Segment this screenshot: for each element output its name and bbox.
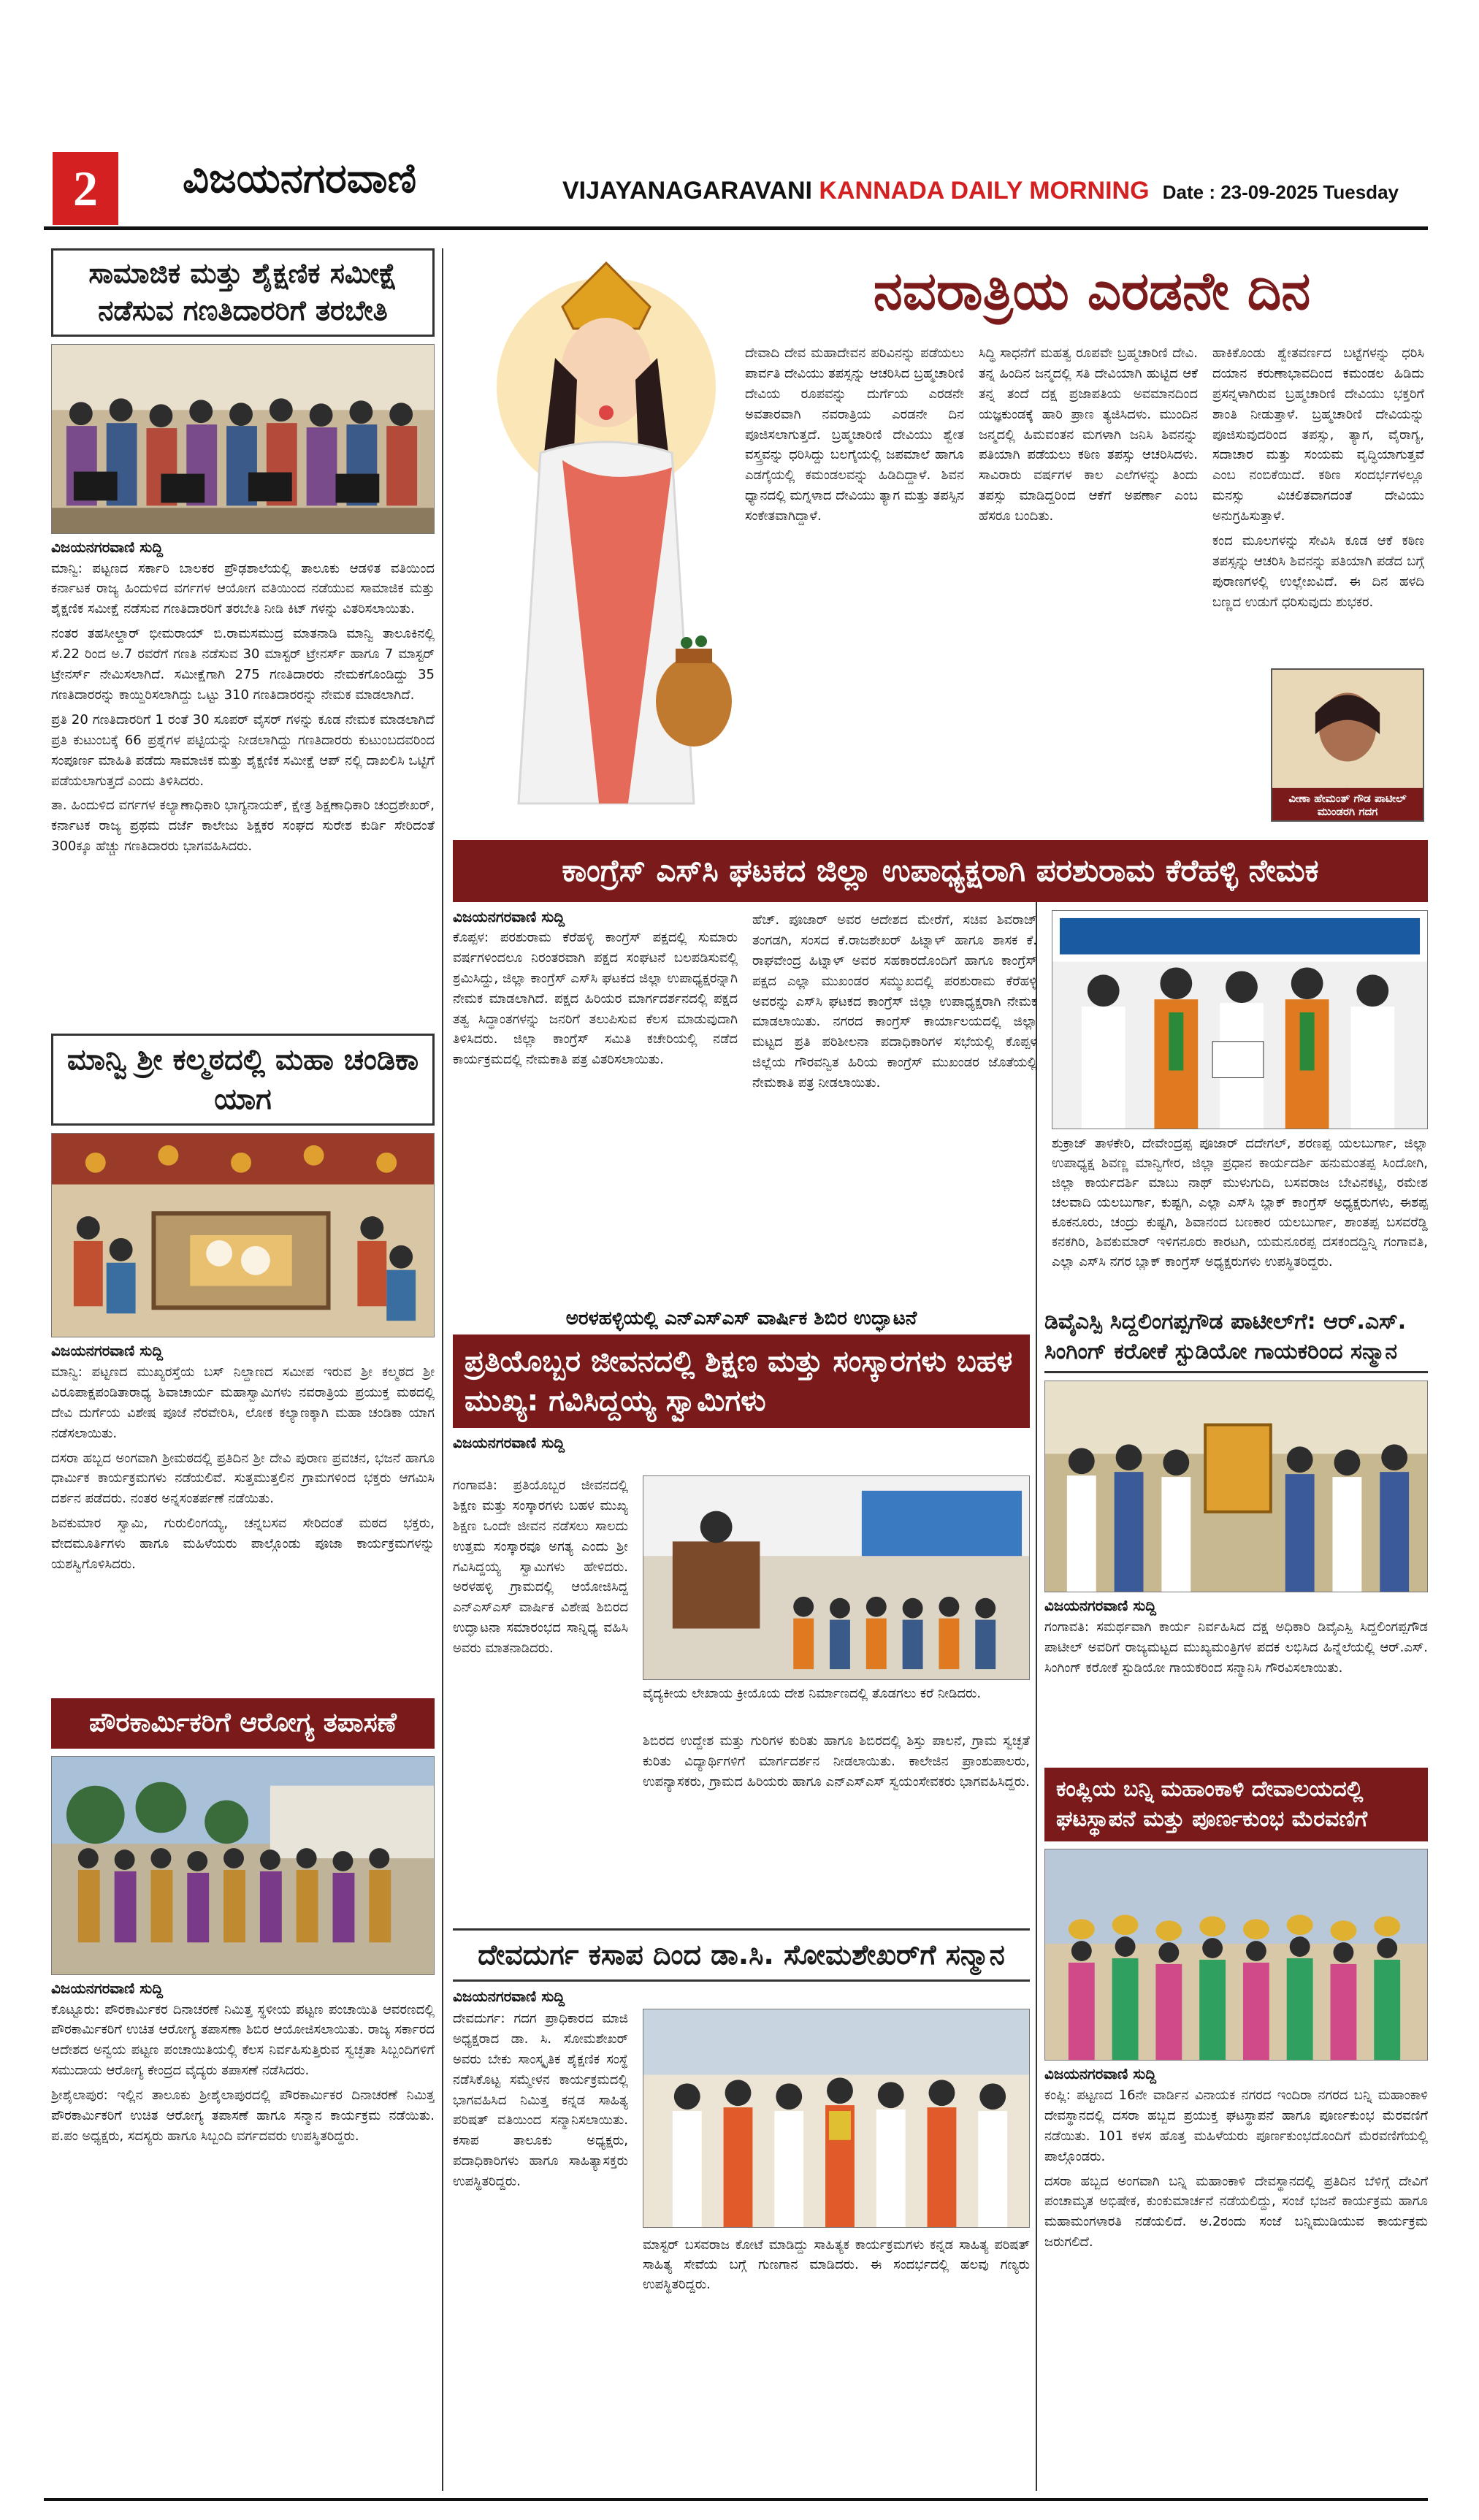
headline: ಪೌರಕಾರ್ಮಿಕರಿಗೆ ಆರೋಗ್ಯ ತಪಾಸಣೆ — [51, 1698, 435, 1749]
article-karaoke-felicitation — [1044, 1307, 1428, 1760]
article-body — [51, 2000, 435, 2147]
paragraph: ಮಾನ್ವಿ: ಪಟ್ಟಣದ ಮುಖ್ಯರಸ್ತೆಯ ಬಸ್ ನಿಲ್ದಾಣದ ಸಮೀಪ ಇರುವ ಶ್ರೀ ಕಲ್ಮಠದ ಶ್ರೀ ವಿರೂಪಾಕ್ಷಪಂಡಿತಾರಾಧ್ಯ ಶಿವಾಚಾರ್ಯ ಮಹಾಸ್ವಾಮಿಗಳು ನವರಾತ್ರಿಯ ಪ್ರಯುಕ್ತ ಮಠದಲ್ಲಿ ದೇವಿ ದುರ್ಗೆಯ ವಿಶೇಷ ಪೂಜೆ ನೆರವೇರಿಸಿ, ಲೋಕ ಕಲ್ಯಾಣಕ್ಕಾಗಿ ಮಹಾ ಚಂಡಿಕಾ ಯಾಗ ನಡೆಸಲಾಯಿತು. — [51, 1364, 435, 1441]
photo-appointment — [1052, 910, 1428, 1129]
paragraph: ಪ್ರತಿ 20 ಗಣತಿದಾರರಿಗೆ 1 ರಂತೆ 30 ಸೂಪರ್ ವೈಸರ್ ಗಳನ್ನು ಕೂಡ ನೇಮಕ ಮಾಡಲಾಗಿದೆ ಪ್ರತಿ ಕುಟುಂಬಕ್ಕೆ 66 ಪ್ರಶ್ನೆಗಳ ಪಟ್ಟಿಯನ್ನು ನೀಡಲಾಗಿದ್ದು ಗಣತಿದಾರರು ಕುಟುಂಬದವರಿಂದ ಸಂಪೂರ್ಣ ಮಾಹಿತಿ ಪಡೆದು ಸಾಮಾಜಿಕ ಮತ್ತು ಶೈಕ್ಷಣಿಕ ಸಮೀಕ್ಷೆ ಆಪ್ ನಲ್ಲಿ ದಾಖಲಿಸಿ ಒಟ್ಟಿಗೆ ಪಡೆಯಲಾಗುತ್ತದೆ ಎಂದು ತಿಳಿಸಿದರು. — [51, 711, 435, 789]
subtitle-rest: KANNADA DAILY MORNING — [811, 177, 1150, 205]
brahmacharini-image — [453, 248, 760, 818]
article-body-col2 — [752, 910, 1037, 1293]
photo-nss-camp — [643, 1475, 1030, 1680]
article-body-col1 — [453, 928, 738, 1293]
column-rule — [442, 248, 443, 2491]
goddess-illustration — [453, 248, 760, 818]
paragraph: ಗಂಗಾವತಿ: ಸಮರ್ಥವಾಗಿ ಕಾರ್ಯ ನಿರ್ವಹಿಸಿದ ದಕ್ಷ ಅಧಿಕಾರಿ ಡಿವೈಎಸ್ಪಿ ಸಿದ್ದಲಿಂಗಪ್ಪಗೌಡ ಪಾಟೀಲ್ ಅವರಿಗೆ ರಾಜ್ಯಮಟ್ಟದ ಮುಖ್ಯಮಂತ್ರಿಗಳ ಪದಕ ಲಭಿಸಿದ ಹಿನ್ನೆಲೆಯಲ್ಲಿ ಆರ್.ಎಸ್. ಸಿಂಗಿಂಗ್ ಕರೋಕೆ ಸ್ಟುಡಿಯೋ ಗಾಯಕರಿಂದ ಸನ್ಮಾನಿಸಿ ಗೌರವಿಸಲಾಯಿತು. — [1044, 1619, 1428, 1676]
article-navaratri — [453, 248, 1428, 833]
article-chandika-yaga — [51, 1034, 435, 1691]
article-body — [1044, 1617, 1428, 1679]
article-nss-camp — [453, 1307, 1030, 1921]
paragraph: ದಸರಾ ಹಬ್ಬದ ಅಂಗವಾಗಿ ಶ್ರೀಮಠದಲ್ಲಿ ಪ್ರತಿದಿನ ಶ್ರೀ ದೇವಿ ಪುರಾಣ ಪ್ರವಚನ, ಭಜನೆ ಹಾಗೂ ಧಾರ್ಮಿಕ ಕಾರ್ಯಕ್ರಮಗಳು ನಡೆಯಲಿವೆ. ಸುತ್ತಮುತ್ತಲಿನ ಗ್ರಾಮಗಳಿಂದ ಭಕ್ತರು ಆಗಮಿಸಿ ದರ್ಶನ ಪಡೆದರು. ನಂತರ ಅನ್ನಸಂತರ್ಪಣೆ ನಡೆಯಿತು. — [51, 1450, 435, 1507]
headline: ಡಿವೈಎಸ್ಪಿ ಸಿದ್ದಲಿಂಗಪ್ಪಗೌಡ ಪಾಟೀಲ್‌ಗೆ: ಆರ್.ಎಸ್. ಸಿಂಗಿಂಗ್ ಕರೋಕೆ ಸ್ಟುಡಿಯೋ ಗಾಯಕರಿಂದ ಸನ್ಮಾನ — [1044, 1307, 1428, 1373]
paragraph: ದೇವಾದಿ ದೇವ ಮಹಾದೇವನ ಪರಿವಿನನ್ನು ಪಡೆಯಲು ಪಾರ್ವತಿ ದೇವಿಯು ತಪಸ್ಸನ್ನು ಆಚರಿಸಿದ ಬ್ರಹ್ಮಚಾರಿಣಿ ದೇವಿಯ ರೂಪವನ್ನು ದುರ್ಗೆಯ ಎರಡನೇ ಅವತಾರವಾಗಿ ನವರಾತ್ರಿಯ ಎರಡನೇ ದಿನ ಪೂಜಿಸಲಾಗುತ್ತದೆ. ಬ್ರಹ್ಮಚಾರಿಣಿ ದೇವಿಯು ಶ್ವೇತ ವಸ್ತ್ರವನ್ನು ಧರಿಸಿದ್ದು ಬಲಗೈಯಲ್ಲಿ ಜಪಮಾಲೆ ಹಾಗೂ ಎಡಗೈಯಲ್ಲಿ ಕಮಂಡಲವನ್ನು ಹಿಡಿದಿದ್ದಾಳೆ. ಶಿವನ ಧ್ಯಾನದಲ್ಲಿ ಮಗ್ನಳಾದ ದೇವಿಯು ತ್ಯಾಗ ಮತ್ತು ತಪಸ್ಸಿನ ಸಂಕೇತವಾಗಿದ್ದಾಳೆ. — [745, 345, 964, 524]
byline: ವಿಜಯನಗರವಾಣಿ ಸುದ್ದಿ — [1044, 1597, 1157, 1614]
article-body-col1 — [453, 1475, 628, 1914]
byline: ವಿಜಯನಗರವಾಣಿ ಸುದ್ದಿ — [453, 1434, 565, 1451]
photo-health-camp — [51, 1756, 435, 1975]
article-health-checkup — [51, 1698, 435, 2494]
group-photo-image — [52, 345, 434, 533]
page-number: 2 — [53, 152, 118, 225]
kicker: ಅರಳಹಳ್ಳಿಯಲ್ಲಿ ಎನ್‌ಎಸ್‌ಎಸ್ ವಾರ್ಷಿಕ ಶಿಬಿರ ಉದ್ಘಾಟನೆ — [565, 1307, 917, 1329]
photo-caption: ಶುಕ್ರಾಜ್ ತಾಳಕೇರಿ, ದೇವೇಂದ್ರಪ್ಪ ಪೂಜಾರ್ ದದೇಗಲ್, ಶರಣಪ್ಪ ಯಲಬುರ್ಗಾ, ಜಿಲ್ಲಾ ಉಪಾಧ್ಯಕ್ಷ ಶಿವಣ್ಣ ಮಾನ್ವಿಗೇರ, ಜಿಲ್ಲಾ ಪ್ರಧಾನ ಕಾರ್ಯದರ್ಶಿ ಹನುಮಂತಪ್ಪ ಸಿಂದೋಗಿ, ಜಿಲ್ಲಾ ಕಾರ್ಯದರ್ಶಿ ಮಾಬು ನಾಥ್ ಮುಳುಗುದಿ, ಬಸವರಾಜ ಬೇವಿನಕಟ್ಟಿ, ರಮೇಶ ಚಲವಾದಿ ಯಲಬುರ್ಗಾ, ಕುಷ್ಟಗಿ, ಎಲ್ಲಾ ಎಸ್‌ಸಿ ಬ್ಲಾಕ್ ಕಾಂಗ್ರೆಸ್ ಅಧ್ಯಕ್ಷರುಗಳು, ಈಶಪ್ಪ ಕೂಕನೂರು, ಚಂದ್ರು ಕುಷ್ಟಗಿ, ಶಿವಾನಂದ ಬಣಕಾರ ಯಲಬುರ್ಗಾ, ಶಾಂತಪ್ಪ ಬಸವರೆಡ್ಡಿ ಕನಕಗಿರಿ, ಶಿವಕುಮಾರ್ ಇಳಿಗನೂರು ಕಾರಟಗಿ, ಯಮನೂರಪ್ಪ ದಸಕಂದದ್ದಿನ್ನಿ ಗಂಗಾವತಿ, ಎಲ್ಲಾ ಎಸ್‌ಸಿ ನಗರ ಬ್ಲಾಕ್ ಕಾಂಗ್ರೆಸ್ ಅಧ್ಯಕ್ಷರುಗಳು ಉಪಸ್ಥಿತರಿದ್ದರು. — [1052, 1136, 1428, 1269]
yaga-photo-image — [52, 1134, 434, 1337]
paragraph: ಶಿವಕುಮಾರ ಸ್ವಾಮಿ, ಗುರುಲಿಂಗಯ್ಯ, ಚನ್ನಬಸವ ಸೇರಿದಂತೆ ಮಠದ ಭಕ್ತರು, ವೇದಮೂರ್ತಿಗಳು ಹಾಗೂ ಮಹಿಳೆಯರು ಪಾಲ್ಗೊಂಡು ಪೂಜಾ ಕಾರ್ಯಕ್ರಮಗಳನ್ನು ಯಶಸ್ವಿಗೊಳಿಸಿದರು. — [51, 1516, 435, 1573]
paragraph: ಹಾಕಿಕೊಂಡು ಶ್ವೇತವರ್ಣದ ಬಟ್ಟೆಗಳನ್ನು ಧರಿಸಿ ದಯಾನ ಕರುಣಾಭಾವದಿಂದ ಕಮಂಡಲ ಹಿಡಿದು ಪ್ರಸನ್ನಳಾಗಿರುವ ಬ್ರಹ್ಮಚಾರಿಣಿ ದೇವಿಯು ಭಕ್ತರಿಗೆ ಶಾಂತಿ ನೀಡುತ್ತಾಳೆ. ಬ್ರಹ್ಮಚಾರಿಣಿ ದೇವಿಯನ್ನು ಪೂಜಿಸುವುದರಿಂದ ತಪಸ್ಸು, ತ್ಯಾಗ, ವೈರಾಗ್ಯ, ಸದಾಚಾರ ಮತ್ತು ಸಂಯಮ ವೃದ್ಧಿಯಾಗುತ್ತವೆ ಎಂಬ ನಂಬಿಕೆಯಿದೆ. ಕಠಿಣ ಸಂದರ್ಭಗಳಲ್ಲೂ ಮನಸ್ಸು ವಿಚಲಿತವಾಗದಂತೆ ದೇವಿಯು ಅನುಗ್ರಹಿಸುತ್ತಾಳೆ. — [1212, 345, 1424, 524]
photo-caption: ವೈದ್ಯಕೀಯ ಲೇಖಾಯ ಕ್ರೀಯೊಯ ದೇಶ ನಿರ್ಮಾಣದಲ್ಲಿ ತೊಡಗಲು ಕರೆ ನೀಡಿದರು. — [643, 1686, 982, 1701]
newspaper-name: ವಿಜಯನಗರವಾಣಿ — [183, 155, 417, 202]
byline: ವಿಜಯನಗರವಾಣಿ ಸುದ್ದಿ — [51, 538, 164, 556]
byline: ವಿಜಯನಗರವಾಣಿ ಸುದ್ದಿ — [51, 1979, 164, 1997]
byline: ವಿಜಯನಗರವಾಣಿ ಸುದ್ದಿ — [453, 1988, 565, 2006]
headline: ಪ್ರತಿಯೊಬ್ಬರ ಜೀವನದಲ್ಲಿ ಶಿಕ್ಷಣ ಮತ್ತು ಸಂಸ್ಕಾರಗಳು ಬಹಳ ಮುಖ್ಯ: ಗವಿಸಿದ್ದಯ್ಯ ಸ್ವಾಮಿಗಳು — [453, 1335, 1030, 1428]
footer-rule — [44, 2498, 1428, 2501]
author-caption: ವೀಣಾ ಹೇಮಂತ್ ಗೌಡ ಪಾಟೀಲ್ ಮುಂಡರಗಿ ಗದಗ — [1272, 790, 1423, 820]
felicitation-photo-image — [643, 2009, 1029, 2227]
paragraph: ನಂತರ ತಹಸೀಲ್ದಾರ್ ಭೀಮರಾಯ್ ಬಿ.ರಾಮಸಮುದ್ರ ಮಾತನಾಡಿ ಮಾನ್ವಿ ತಾಲೂಕಿನಲ್ಲಿ ಸೆ.22 ರಿಂದ ಅ.7 ರವರೆಗೆ ಗಣತಿ ನಡೆಸುವ 30 ಮಾಸ್ಟರ್ ಟ್ರೇನರ್ಸ್ ಹಾಗೂ 7 ಮಾಸ್ಟರ್ ಟ್ರೇನರ್ಸ್ ನೇಮಿಸಲಾಗಿದೆ. ಸಮೀಕ್ಷೆಗಾಗಿ 275 ಗಣತಿದಾರರು ನೇಮಕಗೊಂಡಿದ್ದು 35 ಗಣತಿದಾರರನ್ನು ಕಾಯ್ದಿರಿಸಲಾಗಿದ್ದು ಒಟ್ಟು 310 ಗಣತಿದಾರರನ್ನು ನೇಮಕ ಮಾಡಲಾಗಿದೆ. — [51, 626, 435, 703]
paragraph: ಸಿದ್ಧಿ ಸಾಧನೆಗೆ ಮಹತ್ವ ರೂಪವೇ ಬ್ರಹ್ಮಚಾರಿಣಿ ದೇವಿ. ತನ್ನ ಹಿಂದಿನ ಜನ್ಮದಲ್ಲಿ ಸತಿ ದೇವಿಯಾಗಿ ಹುಟ್ಟಿದ ಆಕೆ ತನ್ನ ತಂದೆ ದಕ್ಷ ಪ್ರಜಾಪತಿಯ ಅವಮಾನದಿಂದ ಯಜ್ಞಕುಂಡಕ್ಕೆ ಹಾರಿ ಪ್ರಾಣ ತ್ಯಜಿಸಿದಳು. ಮುಂದಿನ ಜನ್ಮದಲ್ಲಿ ಹಿಮವಂತನ ಮಗಳಾಗಿ ಜನಿಸಿ ಶಿವನನ್ನು ಪತಿಯಾಗಿ ಪಡೆಯಲು ಕಠಿಣ ತಪಸ್ಸು ಆಚರಿಸಿದಳು. ಸಾವಿರಾರು ವರ್ಷಗಳ ಕಾಲ ಎಲೆಗಳನ್ನು ತಿಂದು ತಪಸ್ಸು ಮಾಡಿದ್ದರಿಂದ ಆಕೆಗೆ ಅಪರ್ಣಾ ಎಂಬ ಹೆಸರೂ ಬಂದಿತು. — [979, 345, 1198, 524]
photo-yaga — [51, 1133, 435, 1337]
paragraph: ದೇವದುರ್ಗ: ಗದಗ ಪ್ರಾಧಿಕಾರದ ಮಾಜಿ ಅಧ್ಯಕ್ಷರಾದ ಡಾ. ಸಿ. ಸೋಮಶೇಖರ್ ಅವರು ಬೇಕು ಸಾಂಸ್ಕೃತಿಕ ಶೈಕ್ಷಣಿಕ ಸಂಸ್ಥೆ ನಡೆಸಿಕೊಟ್ಟ ಸಮ್ಮೇಳನ ಕಾರ್ಯಕ್ರಮದಲ್ಲಿ ಭಾಗವಹಿಸಿದ ನಿಮಿತ್ತ ಕನ್ನಡ ಸಾಹಿತ್ಯ ಪರಿಷತ್ ವತಿಯಿಂದ ಸನ್ಮಾನಿಸಲಾಯಿತು. ಕಸಾಪ ತಾಲೂಕು ಅಧ್ಯಕ್ಷರು, ಪದಾಧಿಕಾರಿಗಳು ಹಾಗೂ ಸಾಹಿತ್ಯಾಸಕ್ತರು ಉಪಸ್ಥಿತರಿದ್ದರು. — [453, 2011, 628, 2190]
paragraph: ಕೊಪ್ಪಳ: ಪರಶುರಾಮ ಕೆರೆಹಳ್ಳಿ ಕಾಂಗ್ರೆಸ್ ಪಕ್ಷದಲ್ಲಿ ಸುಮಾರು ವರ್ಷಗಳಿಂದಲೂ ನಿರಂತರವಾಗಿ ಪಕ್ಷದ ಸಂಘಟನೆ ಬಲಪಡಿಸುವಲ್ಲಿ ಶ್ರಮಿಸಿದ್ದು, ಜಿಲ್ಲಾ ಕಾಂಗ್ರೆಸ್ ಎಸ್‌ಸಿ ಘಟಕದ ಜಿಲ್ಲಾ ಉಪಾಧ್ಯಕ್ಷರನ್ನಾಗಿ ನೇಮಕ ಮಾಡಲಾಗಿದೆ. ಪಕ್ಷದ ಹಿರಿಯರ ಮಾರ್ಗದರ್ಶನದಲ್ಲಿ ಪಕ್ಷದ ತತ್ವ ಸಿದ್ಧಾಂತಗಳನ್ನು ಜನರಿಗೆ ತಲುಪಿಸುವ ಕೆಲಸ ಮಾಡುವುದಾಗಿ ತಿಳಿಸಿದರು. ಜಿಲ್ಲಾ ಕಾಂಗ್ರೆಸ್ ಸಮಿತಿ ಕಚೇರಿಯಲ್ಲಿ ನಡೆದ ಕಾರ್ಯಕ್ರಮದಲ್ಲಿ ನೇಮಕಾತಿ ಪತ್ರ ವಿತರಿಸಲಾಯಿತು. — [453, 930, 738, 1068]
paragraph: ಹೆಚ್. ಪೂಜಾರ್ ಅವರ ಆದೇಶದ ಮೇರೆಗೆ, ಸಚಿವ ಶಿವರಾಜ್ ತಂಗಡಗಿ, ಸಂಸದ ಕೆ.ರಾಜಶೇಖರ್ ಹಿಟ್ನಾಳ್ ಹಾಗೂ ಶಾಸಕ ಕೆ. ರಾಘವೇಂದ್ರ ಹಿಟ್ನಾಳ್ ಅವರ ಸಹಕಾರದೊಂದಿಗೆ ಹಾಗೂ ಕಾಂಗ್ರೆಸ್ ಪಕ್ಷದ ಎಲ್ಲಾ ಮುಖಂಡರ ಸಮ್ಮುಖದಲ್ಲಿ ಪರಶುರಾಮ ಕೆರೆಹಳ್ಳಿ ಅವರನ್ನು ಎಸ್‌ಸಿ ಘಟಕದ ಕಾಂಗ್ರೆಸ್ ಜಿಲ್ಲಾ ಉಪಾಧ್ಯಕ್ಷರಾಗಿ ನೇಮಕ ಮಾಡಲಾಯಿತು. ನಗರದ ಕಾಂಗ್ರೆಸ್ ಕಾರ್ಯಾಲಯದಲ್ಲಿ ಜಿಲ್ಲಾ ಮಟ್ಟದ ಪ್ರತಿ ಪರಿಶೀಲನಾ ಪದಾಧಿಕಾರಿಗಳ ಸಭೆಯಲ್ಲಿ ಕೊಪ್ಪಳ ಜಿಲ್ಲೆಯ ಗೌರವನ್ವಿತ ಹಿರಿಯ ಕಾಂಗ್ರೆಸ್ ಮುಖಂಡರ ಜೊತೆಯಲ್ಲಿ ನೇಮಕಾತಿ ಪತ್ರ ನೀಡಲಾಯಿತು. — [752, 912, 1037, 1091]
article-body-col1 — [453, 2009, 628, 2491]
paragraph: ಮಾನ್ವಿ: ಪಟ್ಟಣದ ಸರ್ಕಾರಿ ಬಾಲಕರ ಪ್ರೌಢಶಾಲೆಯಲ್ಲಿ ತಾಲೂಕು ಆಡಳಿತ ವತಿಯಿಂದ ಕರ್ನಾಟಕ ರಾಜ್ಯ ಹಿಂದುಳಿದ ವರ್ಗಗಳ ಆಯೋಗ ವತಿಯಿಂದ ನಡೆಯುವ ಸಾಮಾಜಿಕ ಮತ್ತು ಶೈಕ್ಷಣಿಕ ಸಮೀಕ್ಷೆ ನಡೆಸುವ ಗಣತಿದಾರರಿಗೆ ತರಬೇತಿ ನೀಡಿ ಕಿಟ್ ಗಳನ್ನು ವಿತರಿಸಲಾಯಿತು. — [51, 560, 435, 617]
byline: ವಿಜಯನಗರವಾಣಿ ಸುದ್ದಿ — [51, 1342, 164, 1359]
byline: ವಿಜಯನಗರವಾಣಿ ಸುದ್ದಿ — [453, 907, 565, 925]
article-body-col2 — [643, 1731, 1030, 1914]
photo-trainees — [51, 344, 435, 534]
article-body-col2 — [979, 343, 1198, 825]
paragraph: ತಾ. ಹಿಂದುಳಿದ ವರ್ಗಗಳ ಕಲ್ಯಾಣಾಧಿಕಾರಿ ಭಾಗ್ಯನಾಯಕ್, ಕ್ಷೇತ್ರ ಶಿಕ್ಷಣಾಧಿಕಾರಿ ಚಂದ್ರಶೇಖರ್, ಕರ್ನಾಟಕ ರಾಜ್ಯ ಪ್ರಥಮ ದರ್ಜೆ ಕಾಲೇಜು ಶಿಕ್ಷಕರ ಸಂಘದ ಸುರೇಶ ಕುರ್ಡಿ ಸೇರಿದಂತೆ 300ಕ್ಕೂ ಹೆಚ್ಚು ಗಣತಿದಾರರು ಭಾಗವಹಿಸಿದರು. — [51, 798, 435, 855]
photo-felicitation — [643, 2009, 1030, 2228]
paragraph: ಶ್ರೀಶೈಲಾಪುರ: ಇಲ್ಲಿನ ತಾಲೂಕು ಶ್ರೀಶೈಲಾಪುರದಲ್ಲಿ ಪೌರಕಾರ್ಮಿಕರ ದಿನಾಚರಣೆ ನಿಮಿತ್ತ ಪೌರಕಾರ್ಮಿಕರಿಗೆ ಉಚಿತ ಆರೋಗ್ಯ ತಪಾಸಣೆ ಹಾಗೂ ಸನ್ಮಾನ ಕಾರ್ಯಕ್ರಮ ನಡೆಯಿತು. ಪ.ಪಂ ಅಧ್ಯಕ್ಷರು, ಸದಸ್ಯರು ಹಾಗೂ ಸಿಬ್ಬಂದಿ ವರ್ಗದವರು ಉಪಸ್ಥಿತರಿದ್ದರು. — [51, 2088, 435, 2144]
headline: ಸಾಮಾಜಿಕ ಮತ್ತು ಶೈಕ್ಷಣಿಕ ಸಮೀಕ್ಷೆ ನಡೆಸುವ ಗಣತಿದಾರರಿಗೆ ತರಬೇತಿ — [51, 248, 435, 337]
paragraph: ಕಂದ ಮೂಲಗಳನ್ನು ಸೇವಿಸಿ ಕೂಡ ಆಕೆ ಕಠಿಣ ತಪಸ್ಸನ್ನು ಆಚರಿಸಿ ಶಿವನನ್ನು ಪತಿಯಾಗಿ ಪಡೆದ ಬಗ್ಗೆ ಪುರಾಣಗಳಲ್ಲಿ ಉಲ್ಲೇಖವಿದೆ. ಈ ದಿನ ಹಳದಿ ಬಣ್ಣದ ಉಡುಗೆ ಧರಿಸುವುದು ಶುಭಕರ. — [1212, 533, 1424, 610]
health-camp-photo-image — [52, 1757, 434, 1974]
procession-photo-image — [1045, 1849, 1427, 2060]
article-congress — [453, 840, 1428, 1293]
article-devadurga — [453, 1928, 1030, 2494]
article-survey-training — [51, 248, 435, 1026]
karaoke-photo-image — [1045, 1381, 1427, 1592]
paragraph: ಗಂಗಾವತಿ: ಪ್ರತಿಯೊಬ್ಬರ ಜೀವನದಲ್ಲಿ ಶಿಕ್ಷಣ ಮತ್ತು ಸಂಸ್ಕಾರಗಳು ಬಹಳ ಮುಖ್ಯ ಶಿಕ್ಷಣ ಒಂದೇ ಜೀವನ ನಡೆಸಲು ಸಾಲದು ಉತ್ತಮ ಸಂಸ್ಕಾರವೂ ಅಗತ್ಯ ಎಂದು ಶ್ರೀ ಗವಿಸಿದ್ದಯ್ಯ ಸ್ವಾಮಿಗಳು ಹೇಳಿದರು. ಅರಳಹಳ್ಳಿ ಗ್ರಾಮದಲ್ಲಿ ಆಯೋಜಿಸಿದ್ದ ಎನ್‌ಎಸ್‌ಎಸ್ ವಾರ್ಷಿಕ ವಿಶೇಷ ಶಿಬಿರದ ಉದ್ಘಾಟನಾ ಸಮಾರಂಭದ ಸಾನ್ನಿಧ್ಯ ವಹಿಸಿ ಅವರು ಮಾತನಾಡಿದರು. — [453, 1478, 628, 1657]
paragraph: ಕಂಪ್ಲಿ: ಪಟ್ಟಣದ 16ನೇ ವಾರ್ಡಿನ ವಿನಾಯಕ ನಗರದ ಇಂದಿರಾ ನಗರದ ಬನ್ನಿ ಮಹಾಂಕಾಳಿ ದೇವಸ್ಥಾನದಲ್ಲಿ ದಸರಾ ಹಬ್ಬದ ಪ್ರಯುಕ್ತ ಘಟಸ್ಥಾಪನೆ ಹಾಗೂ ಪೂರ್ಣಕುಂಭ ಮೆರವಣಿಗೆ ನಡೆಯಿತು. 101 ಕಳಸ ಹೊತ್ತ ಮಹಿಳೆಯರು ಪೂರ್ಣಕುಂಭದೊಂದಿಗೆ ಮೆರವಣಿಗೆಯಲ್ಲಿ ಪಾಲ್ಗೊಂಡರು. — [1044, 2088, 1428, 2164]
headline: ಕಂಪ್ಲಿಯ ಬನ್ನಿ ಮಹಾಂಕಾಳಿ ದೇವಾಲಯದಲ್ಲಿ ಘಟಸ್ಥಾಪನೆ ಮತ್ತು ಪೂರ್ಣಕುಂಭ ಮೆರವಣಿಗೆ — [1044, 1768, 1428, 1841]
article-body-col1 — [745, 343, 964, 825]
issue-date: Date : 23-09-2025 Tuesday — [1162, 181, 1399, 203]
photo-karaoke — [1044, 1381, 1428, 1592]
photo-caption: ಮಾಸ್ಟರ್ ಬಸವರಾಜ ಕೋಟೆ ಮಾಡಿದ್ದು ಸಾಹಿತ್ಯಕ ಕಾರ್ಯಕ್ರಮಗಳು ಕನ್ನಡ ಸಾಹಿತ್ಯ ಪರಿಷತ್ ಸಾಹಿತ್ಯ ಸೇವೆಯ ಬಗ್ಗೆ ಗುಣಗಾನ ಮಾಡಿದರು. ಈ ಸಂದರ್ಭದಲ್ಲಿ ಹಲವು ಗಣ್ಯರು ಉಪಸ್ಥಿತರಿದ್ದರು. — [643, 2237, 1030, 2292]
byline: ವಿಜಯನಗರವಾಣಿ ಸುದ್ದಿ — [1044, 2065, 1157, 2082]
article-body-col3 — [1212, 343, 1424, 665]
paragraph: ದಸರಾ ಹಬ್ಬದ ಅಂಗವಾಗಿ ಬನ್ನಿ ಮಹಾಂಕಾಳಿ ದೇವಸ್ಥಾನದಲ್ಲಿ ಪ್ರತಿದಿನ ಬೆಳಿಗ್ಗೆ ದೇವಿಗೆ ಪಂಚಾಮೃತ ಅಭಿಷೇಕ, ಕುಂಕುಮಾರ್ಚನೆ ನಡೆಯಲಿದ್ದು, ಸಂಜೆ ಭಜನೆ ಕಾರ್ಯಕ್ರಮ ಹಾಗೂ ಮಹಾಮಂಗಳಾರತಿ ನಡೆಯಲಿದೆ. ಅ.2ರಂದು ಸಂಜೆ ಬನ್ನಿಮುಡಿಯುವ ಕಾರ್ಯಕ್ರಮ ಜರುಗಲಿದೆ. — [1044, 2173, 1428, 2250]
article-kampli-temple — [1044, 1768, 1428, 2494]
headline: ಮಾನ್ವಿ ಶ್ರೀ ಕಲ್ಮಠದಲ್ಲಿ ಮಹಾ ಚಂಡಿಕಾ ಯಾಗ — [51, 1034, 435, 1126]
headline: ನವರಾತ್ರಿಯ ಎರಡನೇ ದಿನ — [873, 260, 1311, 321]
paragraph: ಕೊಟ್ಟೂರು: ಪೌರಕಾರ್ಮಿಕರ ದಿನಾಚರಣೆ ನಿಮಿತ್ತ ಸ್ಥಳೀಯ ಪಟ್ಟಣ ಪಂಚಾಯಿತಿ ಆವರಣದಲ್ಲಿ ಪೌರಕಾರ್ಮಿಕರಿಗೆ ಉಚಿತ ಆರೋಗ್ಯ ತಪಾಸಣಾ ಶಿಬಿರ ಆಯೋಜಿಸಲಾಯಿತು. ರಾಜ್ಯ ಸರ್ಕಾರದ ಆದೇಶದ ಅನ್ವಯ ಪಟ್ಟಣ ಪಂಚಾಯಿತಿಯಲ್ಲಿ ಕೆಲಸ ನಿರ್ವಹಿಸುತ್ತಿರುವ ಸ್ವಚ್ಛತಾ ಸಿಬ್ಬಂದಿಗಳಿಗೆ ಸಮುದಾಯ ಆರೋಗ್ಯ ಕೇಂದ್ರದ ವೈದ್ಯರು ತಪಾಸಣೆ ನಡೆಸಿದರು. — [51, 2001, 435, 2079]
headline: ಕಾಂಗ್ರೆಸ್ ಎಸ್‌ಸಿ ಘಟಕದ ಜಿಲ್ಲಾ ಉಪಾಧ್ಯಕ್ಷರಾಗಿ ಪರಶುರಾಮ ಕೆರೆಹಳ್ಳಿ ನೇಮಕ — [453, 840, 1428, 902]
masthead — [44, 146, 1428, 230]
author-photo — [1271, 668, 1424, 822]
paragraph: ಶಿಬಿರದ ಉದ್ದೇಶ ಮತ್ತು ಗುರಿಗಳ ಕುರಿತು ಹಾಗೂ ಶಿಬಿರದಲ್ಲಿ ಶಿಸ್ತು ಪಾಲನೆ, ಗ್ರಾಮ ಸ್ವಚ್ಛತೆ ಕುರಿತು ವಿದ್ಯಾರ್ಥಿಗಳಿಗೆ ಮಾರ್ಗದರ್ಶನ ನೀಡಲಾಯಿತು. ಕಾಲೇಜಿನ ಪ್ರಾಂಶುಪಾಲರು, ಉಪನ್ಯಾಸಕರು, ಗ್ರಾಮದ ಹಿರಿಯರು ಹಾಗೂ ಎನ್‌ಎಸ್‌ಎಸ್ ಸ್ವಯಂಸೇವಕರು ಭಾಗವಹಿಸಿದ್ದರು. — [643, 1733, 1030, 1790]
nss-camp-photo-image — [643, 1476, 1029, 1679]
article-body — [51, 1362, 435, 1575]
headline: ದೇವದುರ್ಗ ಕಸಾಪ ದಿಂದ ಡಾ.ಸಿ. ಸೋಮಶೇಖರ್‌ಗೆ ಸನ್ಮಾನ — [453, 1928, 1030, 1982]
article-body — [1044, 2085, 1428, 2253]
article-body — [51, 559, 435, 857]
appointment-photo-image — [1052, 911, 1427, 1129]
subtitle-brand: VIJAYANAGARAVANI — [562, 177, 812, 205]
photo-procession — [1044, 1849, 1428, 2061]
newspaper-subtitle — [562, 177, 1150, 205]
